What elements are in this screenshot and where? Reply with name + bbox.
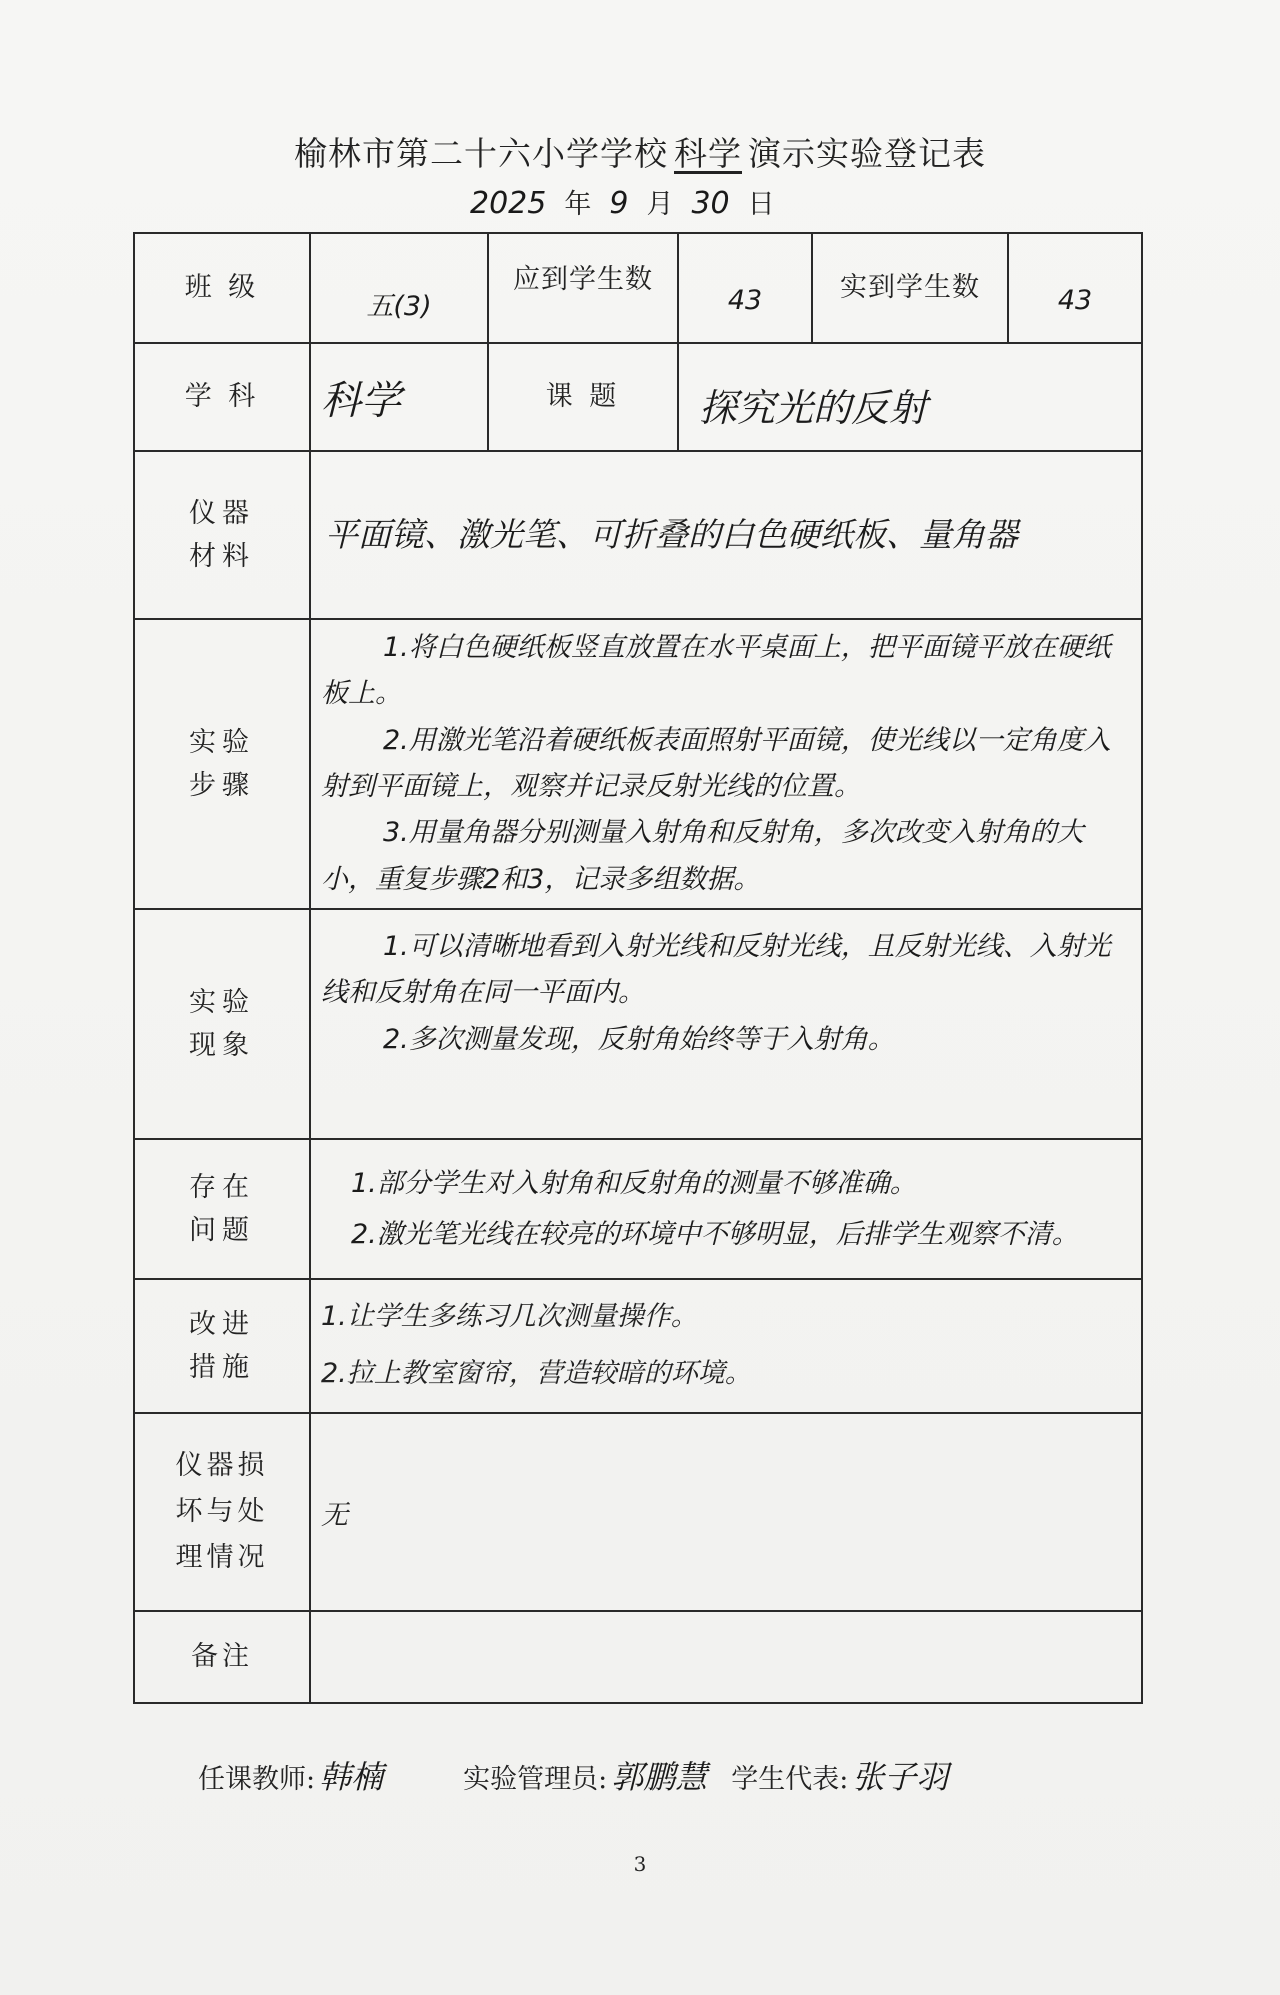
materials-label — [134, 451, 310, 619]
topic-label: 课 题 — [488, 343, 678, 451]
damage-value: 无 — [310, 1413, 1142, 1611]
title-subject: 科学 — [674, 134, 742, 173]
topic-value: 探究光的反射 — [678, 343, 1142, 451]
title-prefix: 榆林市第二十六小学学校 — [294, 134, 668, 173]
remark-label: 备注 — [134, 1611, 310, 1703]
phenomenon-item: 2.多次测量发现，反射角始终等于入射角。 — [383, 1023, 895, 1055]
remark-value — [310, 1611, 1142, 1703]
phenomena-content — [310, 909, 1142, 1139]
steps-label-text: 实验步骤 — [189, 726, 255, 801]
improve-label-text: 改进措施 — [189, 1308, 255, 1383]
date-day: 30 — [691, 186, 730, 221]
year-label: 年 — [564, 189, 592, 220]
student-label: 学生代表: — [731, 1764, 849, 1795]
damage-label-text: 仪器损坏与处理情况 — [175, 1450, 269, 1573]
table-row — [134, 233, 1142, 343]
improve-item: 2.拉上教室窗帘，营造较暗的环境。 — [321, 1358, 752, 1389]
table-row — [134, 619, 1142, 909]
phenomena-label-text: 实验现象 — [189, 986, 255, 1061]
step-item: 2.用激光笔沿着硬纸板表面照射平面镜，使光线以一定角度入射到平面镜上，观察并记录反射光线的位置。 — [321, 724, 1111, 802]
class-label: 班 级 — [134, 233, 310, 343]
phenomena-label — [134, 909, 310, 1139]
step-item: 3.用量角器分别测量入射角和反射角，多次改变入射角的大小，重复步骤2和3，记录多组数据。 — [321, 817, 1084, 895]
teacher-signature: 韩楠 — [319, 1758, 384, 1796]
steps-label — [134, 619, 310, 909]
table-row — [134, 451, 1142, 619]
improve-item: 1.让学生多练习几次测量操作。 — [321, 1301, 698, 1333]
improve-content — [310, 1279, 1142, 1413]
steps-content — [310, 619, 1142, 909]
title-suffix: 演示实验登记表 — [748, 134, 986, 173]
table-row — [134, 1279, 1142, 1413]
problems-label-text: 存在问题 — [189, 1171, 255, 1246]
problems-label — [134, 1139, 310, 1279]
table-row — [134, 909, 1142, 1139]
day-label: 日 — [747, 189, 775, 220]
problem-item: 1.部分学生对入射角和反射角的测量不够准确。 — [351, 1167, 917, 1199]
admin-signature: 郭鹏慧 — [611, 1758, 708, 1796]
table-row — [134, 1139, 1142, 1279]
date-year: 2025 — [470, 186, 547, 221]
improve-label — [134, 1279, 310, 1413]
phenomenon-item: 1.可以清晰地看到入射光线和反射光线，且反射光线、入射光线和反射角在同一平面内。 — [321, 931, 1111, 1009]
experiment-register-table — [133, 232, 1143, 1704]
materials-value: 平面镜、激光笔、可折叠的白色硬纸板、量角器 — [310, 451, 1142, 619]
subject-value: 科学 — [310, 343, 488, 451]
problem-item: 2.激光笔光线在较亮的环境中不够明显，后排学生观察不清。 — [351, 1219, 1079, 1250]
table-row — [134, 343, 1142, 451]
subject-label: 学 科 — [134, 343, 310, 451]
document-date — [470, 182, 830, 221]
document-title — [0, 128, 1280, 175]
actual-value: 43 — [1008, 233, 1142, 343]
class-value: 五(3) — [310, 233, 488, 343]
problems-content — [310, 1139, 1142, 1279]
admin-label: 实验管理员: — [463, 1764, 608, 1795]
student-signature: 张子羽 — [852, 1758, 949, 1796]
table-row — [134, 1413, 1142, 1611]
actual-label: 实到学生数 — [812, 233, 1008, 343]
damage-label — [134, 1413, 310, 1611]
expected-value: 43 — [678, 233, 812, 343]
month-label: 月 — [646, 189, 674, 220]
teacher-label: 任课教师: — [198, 1764, 316, 1795]
step-item: 1.将白色硬纸板竖直放置在水平桌面上，把平面镜平放在硬纸板上。 — [321, 631, 1111, 710]
date-month: 9 — [609, 186, 629, 221]
signature-line — [198, 1752, 1118, 1798]
table-row — [134, 1611, 1142, 1703]
expected-label: 应到学生数 — [488, 233, 678, 343]
page-number: 3 — [633, 1852, 647, 1876]
materials-label-text: 仪器材料 — [189, 497, 255, 572]
